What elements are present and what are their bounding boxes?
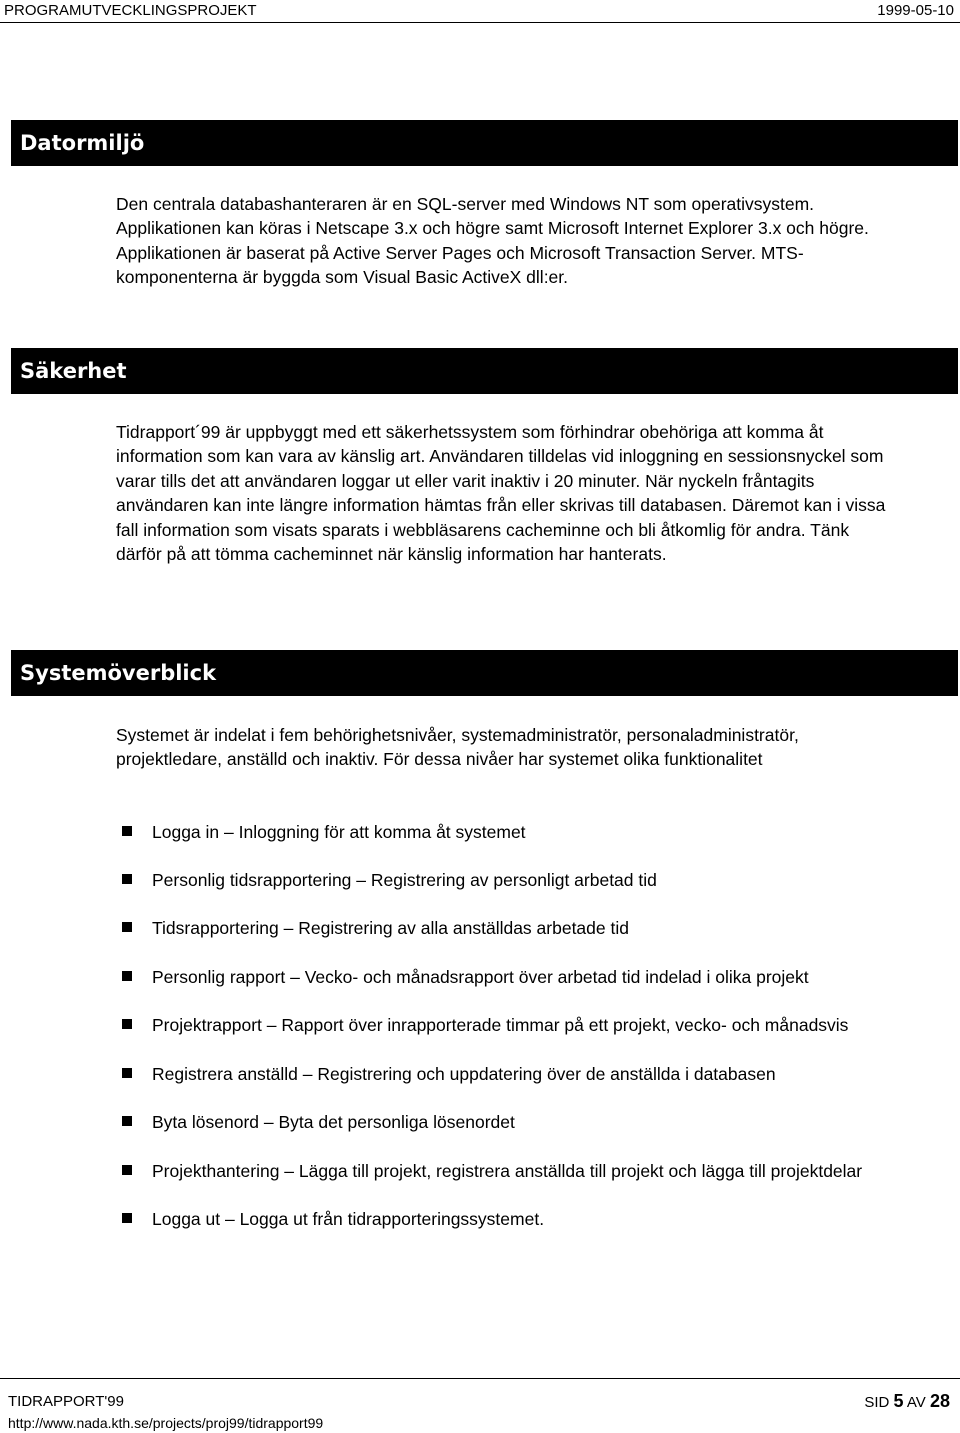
footer-page-number [864,1391,950,1412]
footer-url: http://www.nada.kth.se/projects/proj99/tidrapport99 [8,1415,324,1431]
square-bullet-icon [122,1019,132,1029]
square-bullet-icon [122,874,132,884]
square-bullet-icon [122,922,132,932]
datormiljo-line: Applikationen kan köras i Netscape 3.x och högre samt Microsoft Internet Explorer 3.x och högre. [116,218,869,239]
square-bullet-icon [122,971,132,981]
square-bullet-icon [122,1068,132,1078]
page-total: 28 [929,1391,950,1411]
sakerhet-line: användaren kan inte längre information hämtas från eller skrivas till databasen. Däremot kan i vissa [116,495,886,516]
page-footer [0,1378,960,1433]
header-date: 1999-05-10 [877,2,954,19]
datormiljo-line: komponenterna är byggda som Visual Basic ActiveX dll:er. [116,267,569,288]
page-header [0,0,960,23]
datormiljo-text [116,192,916,290]
square-bullet-icon [122,1165,132,1175]
square-bullet-icon [122,1213,132,1223]
sakerhet-text [116,420,956,566]
sakerhet-line: fall information som visats sparats i webbläsarens cacheminne och bli åtkomlig för andra. Tänk [116,519,850,540]
sakerhet-line: varar tills det att användaren loggar ut eller varit inaktiv i 20 minuter. När nyckeln fråntagits [116,470,815,491]
systemoverblick-line: projektledare, anställd och inaktiv. För dessa nivåer har systemet olika funktionalitet [116,749,763,770]
systemoverblick-line: Systemet är indelat i fem behörighetsnivåer, systemadministratör, personaladministratör, [116,725,799,745]
sakerhet-line: Tidrapport´99 är uppbyggt med ett säkerhetssystem som förhindrar obehöriga att komma åt [116,422,824,442]
page-current: 5 [893,1391,904,1411]
datormiljo-line: Den centrala databashanteraren är en SQL-server med Windows NT som operativsystem. [116,194,815,214]
datormiljo-line: Applikationen är baserat på Active Server Pages och Microsoft Transaction Server. MTS- [116,242,804,263]
section-heading-datormiljo: Datormiljö [11,120,958,166]
square-bullet-icon [122,1116,132,1126]
footer-doc-name: TIDRAPPORT'99 [8,1393,124,1410]
page-sep: AV [906,1394,926,1411]
sakerhet-line: därför på att tömma cacheminnet när känslig information har hanterats. [116,544,667,565]
page-prefix: SID [864,1394,890,1411]
header-project-name: PROGRAMUTVECKLINGSPROJEKT [4,2,257,19]
systemoverblick-text [116,723,936,772]
section-heading-systemoverblick: Systemöverblick [11,650,958,696]
square-bullet-icon [122,826,132,836]
section-heading-sakerhet: Säkerhet [11,348,958,394]
sakerhet-line: information som kan vara av känslig art. Användaren tilldelas vid inloggning en sessionsnyckel som [116,446,884,467]
